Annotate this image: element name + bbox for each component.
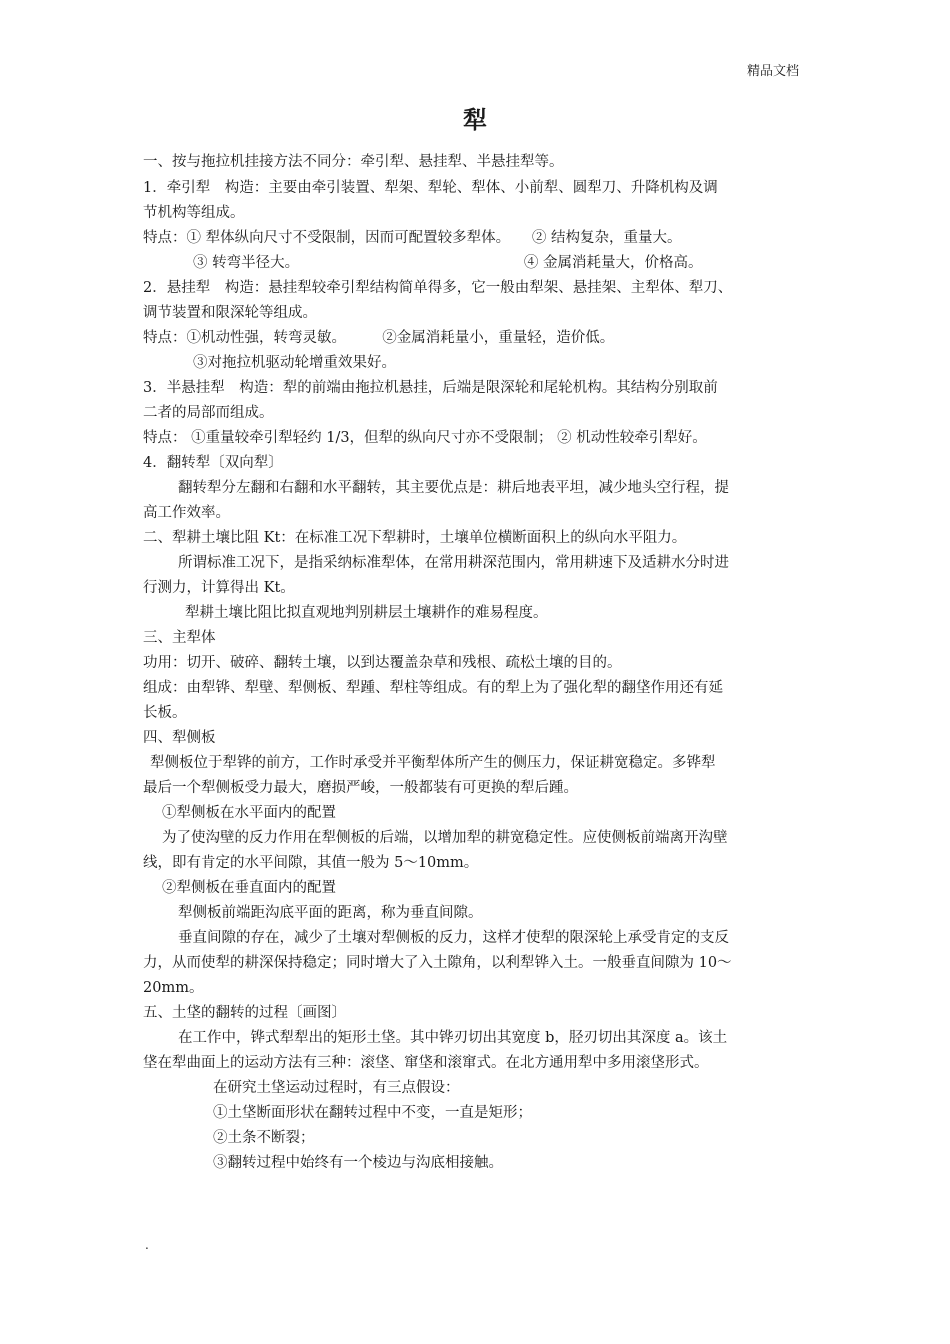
text-line: 在工作中，铧式犁犁出的矩形土垡。其中铧刃切出其宽度 b，胫刃切出其深度 a。该土 — [178, 1030, 728, 1046]
text-line: 20mm。 — [143, 980, 204, 996]
text-line: ③对拖拉机驱动轮增重效果好。 — [193, 355, 396, 371]
text-line: 特点： ①重量较牵引犁轻约 1/3，但犁的纵向尺寸亦不受限制； ② 机动性较牵引犁好。 — [143, 430, 707, 446]
text-line: 垂直间隙的存在，减少了土壤对犁侧板的反力，这样才使犁的限深轮上承受肯定的支反 — [178, 930, 729, 946]
text-line: 1．牵引犁 构造：主要由牵引装置、犁架、犁轮、犁体、小前犁、圆犁刀、升降机构及调 — [143, 180, 718, 196]
text-line: 长板。 — [143, 705, 187, 721]
text-line: 行测力，计算得出 Kt。 — [143, 580, 295, 596]
text-line: 三、主犁体 — [143, 630, 216, 646]
text-line: 犁耕土壤比阻比拟直观地判别耕层土壤耕作的难易程度。 — [185, 605, 548, 621]
text-line: 高工作效率。 — [143, 505, 230, 521]
page-title: 犁 — [463, 105, 487, 134]
text-line: ②犁侧板在垂直面内的配置 — [162, 880, 336, 896]
text-line: 调节装置和限深轮等组成。 — [143, 305, 317, 321]
text-line: 节机构等组成。 — [143, 205, 245, 221]
text-line: 五、土垡的翻转的过程〔画图〕 — [143, 1005, 346, 1021]
text-line: 犁侧板位于犁铧的前方，工作时承受并平衡犁体所产生的侧压力，保证耕宽稳定。多铧犁 — [150, 755, 716, 771]
text-line: 最后一个犁侧板受力最大，磨损严峻，一般都装有可更换的犁后踵。 — [143, 780, 578, 796]
text-line: 垡在犁曲面上的运动方法有三种：滚垡、窜垡和滚窜式。在北方通用犁中多用滚垡形式。 — [143, 1055, 709, 1071]
text-line: 2．悬挂犁 构造：悬挂犁较牵引犁结构简单得多，它一般由犁架、悬挂架、主犁体、犁刀、 — [143, 280, 733, 296]
text-line: 二者的局部而组成。 — [143, 405, 274, 421]
text-line: 二、犁耕土壤比阻 Kt：在标准工况下犁耕时，土壤单位横断面积上的纵向水平阻力。 — [143, 530, 687, 546]
text-line: 犁侧板前端距沟底平面的距离，称为垂直间隙。 — [178, 905, 483, 921]
text-line: 力，从而使犁的耕深保持稳定；同时增大了入土隙角，以利犁铧入土。一般垂直间隙为 10～ — [143, 955, 732, 971]
text-line: ①犁侧板在水平面内的配置 — [162, 805, 336, 821]
text-line: ③翻转过程中始终有一个棱边与沟底相接触。 — [213, 1155, 503, 1171]
page-header: 精品文档 — [747, 64, 800, 79]
text-line: 四、犁侧板 — [143, 730, 216, 746]
text-line: ①土垡断面形状在翻转过程中不变，一直是矩形； — [213, 1105, 532, 1121]
text-line: 3．半悬挂犁 构造：犁的前端由拖拉机悬挂，后端是限深轮和尾轮机构。其结构分别取前 — [143, 380, 718, 396]
text-line: 翻转犁分左翻和右翻和水平翻转，其主要优点是：耕后地表平坦，减少地头空行程，提 — [178, 480, 729, 496]
footer-mark: . — [145, 1238, 149, 1252]
text-line: 特点：①机动性强，转弯灵敏。 ②金属消耗量小，重量轻，造价低。 — [143, 330, 615, 346]
text-line: 一、按与拖拉机挂接方法不同分：牵引犁、悬挂犁、半悬挂犁等。 — [143, 154, 564, 170]
text-line: 功用：切开、破碎、翻转土壤，以到达覆盖杂草和残根、疏松土壤的目的。 — [143, 655, 622, 671]
text-line: ②土条不断裂； — [213, 1130, 315, 1146]
text-line: 4．翻转犁〔双向犁〕 — [143, 455, 283, 471]
text-line: ③ 转弯半径大。 ④ 金属消耗量大，价格高。 — [193, 255, 703, 271]
text-line: 组成：由犁铧、犁壁、犁侧板、犁踵、犁柱等组成。有的犁上为了强化犁的翻垡作用还有延 — [143, 680, 723, 696]
text-line: 所谓标准工况下，是指采纳标准犁体，在常用耕深范围内，常用耕速下及适耕水分时进 — [178, 555, 729, 571]
text-line: 为了使沟壁的反力作用在犁侧板的后端，以增加犁的耕宽稳定性。应使侧板前端离开沟壁 — [162, 830, 728, 846]
text-line: 线，即有肯定的水平间隙，其值一般为 5～10mm。 — [143, 855, 479, 871]
text-line: 特点：① 犁体纵向尺寸不受限制，因而可配置较多犁体。 ② 结构复杂，重量大。 — [143, 230, 682, 246]
text-line: 在研究土垡运动过程时，有三点假设： — [213, 1080, 460, 1096]
